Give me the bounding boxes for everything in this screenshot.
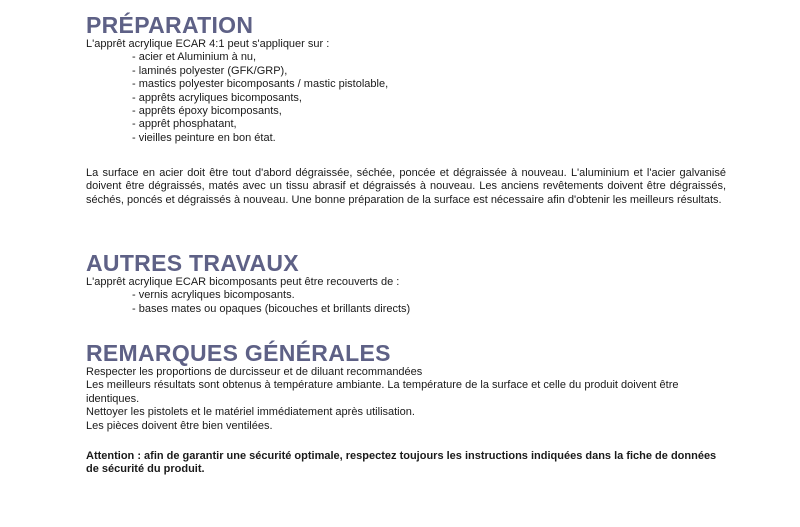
list-item: - vieilles peinture en bon état. [132, 131, 276, 144]
list-item: - vernis acryliques bicomposants. [132, 289, 295, 302]
section-remarques-generales [86, 340, 726, 433]
list-item: - apprêt phosphatant, [132, 118, 237, 131]
list-item: - laminés polyester (GFK/GRP), [132, 64, 288, 77]
section-autres-travaux [86, 250, 410, 316]
remarque-line: Les pièces doivent être bien ventilées. [86, 419, 273, 432]
remarque-line: Respecter les proportions de durcisseur et de diluant recommandées [86, 366, 423, 378]
section-preparation [86, 12, 388, 145]
attention-notice: Attention : afin de garantir une sécurité optimale, respectez toujours les instructions indiquées dans la fiche de données de sécurité du produit. [86, 450, 717, 476]
list-item: - acier et Aluminium à nu, [132, 51, 257, 64]
list-item: - apprêts époxy bicomposants, [132, 105, 282, 118]
list-item: - mastics polyester bicomposants / mastic pistolable, [132, 78, 389, 91]
remarque-line: Nettoyer les pistolets et le matériel immédiatement après utilisation. [86, 406, 415, 419]
heading-preparation: PRÉPARATION [86, 12, 254, 38]
surface-paragraph: La surface en acier doit être tout d'abord dégraissée, séchée, poncée et dégraissée à nouveau. L'aluminium et l'acier galvanisé doivent être dégraissés, matés avec un tissu abrasif et dégraissés à nouveau. Les anciens revêtements doivent être dégraissés, séchés, poncés et dégraissés à nouveau. Une bonne préparation de la surface est nécessaire afin d'obtenir les meilleurs résultats. [86, 167, 726, 206]
autres-travaux-list [86, 289, 410, 316]
list-item: - bases mates ou opaques (bicouches et brillants directs) [132, 302, 411, 315]
preparation-intro: L'apprêt acrylique ECAR 4:1 peut s'appliquer sur : [86, 38, 330, 50]
heading-autres-travaux: AUTRES TRAVAUX [86, 250, 299, 276]
remarque-line: Les meilleurs résultats sont obtenus à température ambiante. La température de la surface et celle du produit doivent être identiques. [86, 379, 679, 405]
list-item: - apprêts acryliques bicomposants, [132, 91, 302, 104]
heading-remarques-generales: REMARQUES GÉNÉRALES [86, 340, 391, 366]
preparation-list [86, 51, 388, 145]
autres-travaux-intro: L'apprêt acrylique ECAR bicomposants peut être recouverts de : [86, 276, 400, 288]
